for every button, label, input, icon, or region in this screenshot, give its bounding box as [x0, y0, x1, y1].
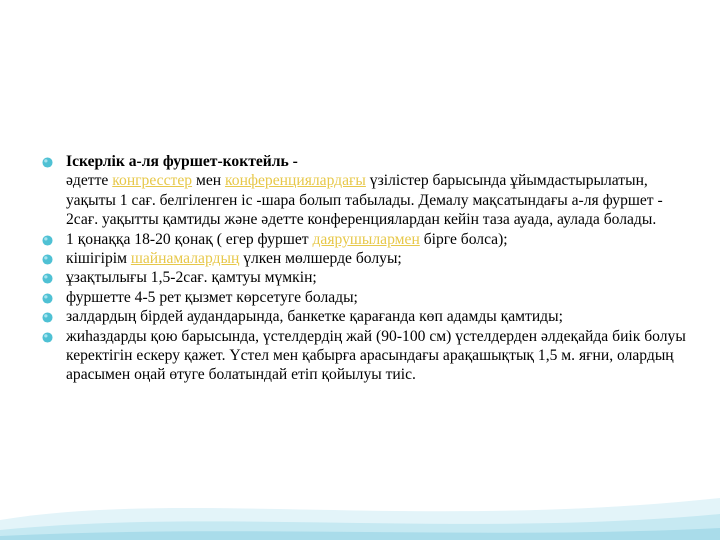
- bullet-text: 1 қонаққа 18-20 қонақ ( егер фуршет: [66, 230, 313, 248]
- list-item: [38, 152, 686, 230]
- decorative-wave: [0, 480, 720, 540]
- bullet-text: мен: [192, 172, 225, 190]
- bullet-icon: [42, 157, 53, 168]
- bullet-icon: [42, 273, 53, 284]
- list-item: [38, 268, 686, 287]
- bullet-text: әдетте: [66, 172, 113, 190]
- bullet-text: үзілістер барысында ұйымдастырылатын, уақыты 1 сағ. белгіленген іс -шара болып табылады. Демалу мақсатындағы а-ля фуршет - 2сағ. уақытты қамтиды және әдетте конференциялардан кейін таза ауада, аулада болады.: [66, 172, 663, 229]
- bullet-icon: [42, 332, 53, 343]
- link-congresses[interactable]: конгресстер: [112, 172, 193, 190]
- bullet-icon: [42, 254, 53, 265]
- bullet-text: фуршетте 4-5 рет қызмет көрсетуге болады;: [66, 288, 358, 306]
- list-item: [38, 307, 686, 326]
- bullet-icon: [42, 293, 53, 304]
- bullet-icon: [42, 235, 53, 246]
- list-item: [38, 249, 686, 268]
- bullet-icon: [42, 312, 53, 323]
- link-caterers[interactable]: даярушылармен: [312, 230, 420, 248]
- bullet-text: үлкен мөлшерде болуы;: [239, 250, 402, 268]
- bullet-heading: Іскерлік а-ля фуршет-коктейль -: [66, 153, 298, 170]
- bullet-text: кішігірім: [66, 250, 131, 268]
- link-snacks[interactable]: шайнамалардың: [130, 250, 240, 268]
- link-conferences[interactable]: конференциялардағы: [224, 172, 366, 190]
- list-item: [38, 230, 686, 249]
- list-item: [38, 288, 686, 307]
- bullet-text: залдардың бірдей аудандарында, банкетке қарағанда көп адамды қамтиды;: [66, 308, 563, 326]
- slide-content: [38, 152, 686, 385]
- bullet-list: [38, 152, 686, 385]
- bullet-text: ұзақтылығы 1,5-2сағ. қамтуы мүмкін;: [66, 269, 317, 287]
- bullet-text: жиһаздарды қою барысында, үстелдердің жай (90-100 см) үстелдерден әлдеқайда биік болуы керектігін ескеру қажет. Үстел мен қабырға арасындағы арақашықтық 1,5 м. яғни, олардың арасымен оңай өтуге болатындай етіп қойылуы тиіс.: [66, 327, 686, 384]
- bullet-text: бірге болса);: [419, 230, 508, 248]
- list-item: [38, 327, 686, 385]
